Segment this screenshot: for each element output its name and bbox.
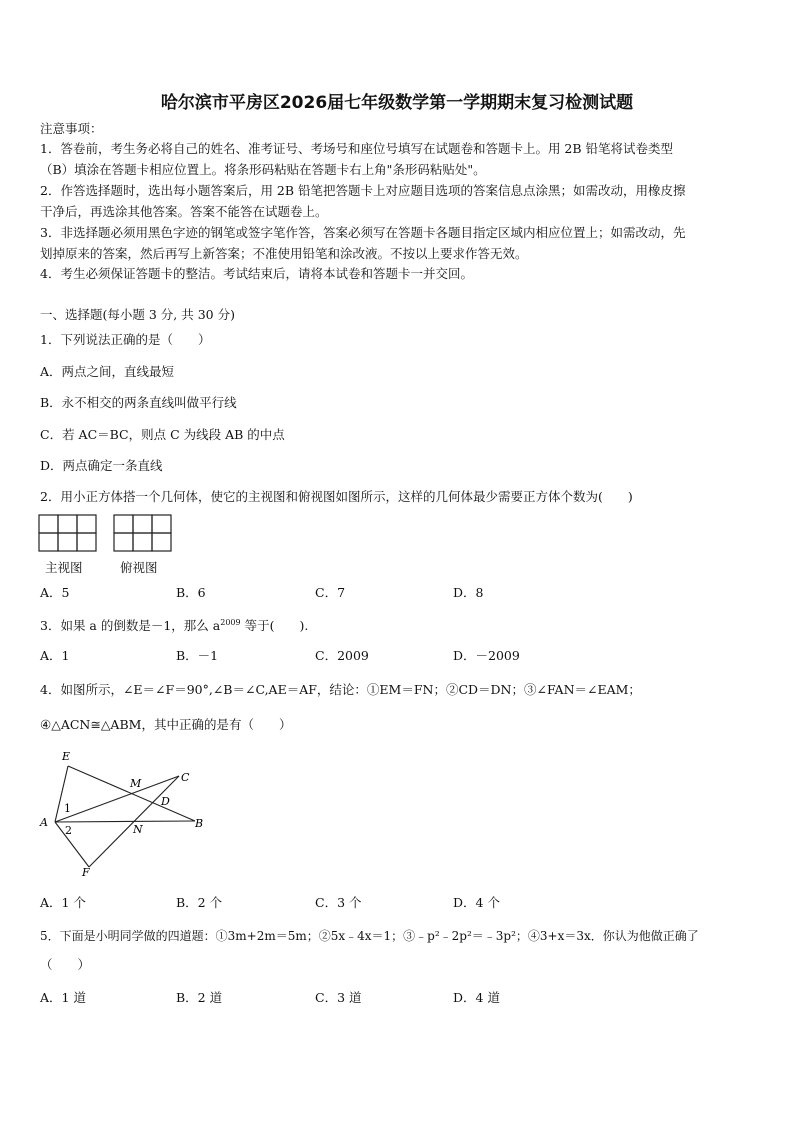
q1-stem: 1．下列说法正确的是（ ） xyxy=(40,332,211,347)
label-N: N xyxy=(133,823,143,836)
q4-stem-line1: 4．如图所示，∠E＝∠F＝90°,∠B＝∠C,AE＝AF，结论：①EM＝FN；②CD＝DN；③∠FAN＝∠EAM； xyxy=(40,682,641,697)
q4-option-c: C．3 个 xyxy=(315,895,362,910)
q4-stem-line2: ④△ACN≅△ABM，其中正确的是有（ ） xyxy=(40,717,292,732)
q5-option-c: C．3 道 xyxy=(315,990,362,1005)
angle-2-label: 2 xyxy=(65,824,72,837)
notice-line: 划掉原来的答案，然后再写上新答案；不准使用铅笔和涂改液。不按以上要求作答无效。 xyxy=(40,246,528,261)
q5-stem-line1: 5．下面是小明同学做的四道题：①3m+2m＝5m；②5x﹣4x＝1；③﹣p²﹣2p²＝﹣3p²；④3+x＝3x．你认为他做正确了 xyxy=(40,929,699,943)
q4-option-d: D．4 个 xyxy=(453,895,500,910)
q3-option-a: A．1 xyxy=(40,648,70,663)
top-view-caption: 俯视图 xyxy=(120,560,158,575)
label-B: B xyxy=(195,817,204,830)
label-M: M xyxy=(130,777,142,790)
q2-option-d: D．8 xyxy=(453,585,484,600)
top-view-figure xyxy=(113,514,173,554)
notice-heading: 注意事项： xyxy=(40,121,103,136)
q2-stem: 2．用小正方体搭一个几何体，使它的主视图和俯视图如图所示，这样的几何体最少需要正方体个数为( ) xyxy=(40,489,633,504)
notice-line: 干净后，再选涂其他答案。答案不能答在试题卷上。 xyxy=(40,204,328,219)
notice-line: 2．作答选择题时，选出每小题答案后，用 2B 铅笔把答题卡上对应题目选项的答案信息点涂黑；如需改动，用橡皮擦 xyxy=(40,183,686,198)
q5-option-a: A．1 道 xyxy=(40,990,86,1005)
angle-1-label: 1 xyxy=(64,802,71,815)
q5-option-b: B．2 道 xyxy=(176,990,223,1005)
q1-option-d: D．两点确定一条直线 xyxy=(40,458,163,473)
notice-line: 1．答卷前，考生务必将自己的姓名、准考证号、考场号和座位号填写在试题卷和答题卡上。用 2B 铅笔将试卷类型 xyxy=(40,141,674,156)
q2-option-a: A．5 xyxy=(40,585,70,600)
label-F: F xyxy=(82,866,90,879)
q1-option-a: A．两点之间，直线最短 xyxy=(40,364,175,379)
q4-option-b: B．2 个 xyxy=(176,895,223,910)
label-E: E xyxy=(62,750,71,763)
q3-option-c: C．2009 xyxy=(315,648,369,663)
q3-option-d: D．－2009 xyxy=(453,648,520,663)
geometry-figure xyxy=(35,745,215,880)
front-view-caption: 主视图 xyxy=(45,560,83,575)
label-D: D xyxy=(161,795,170,808)
q2-option-c: C．7 xyxy=(315,585,346,600)
q1-option-b: B．永不相交的两条直线叫做平行线 xyxy=(40,395,237,410)
front-view-figure xyxy=(38,514,98,554)
section-heading: 一、选择题(每小题 3 分, 共 30 分) xyxy=(40,307,235,322)
q5-stem-line2: （ ） xyxy=(40,957,91,972)
q3-stem: 3．如果 a 的倒数是－1，那么 $a^{2009}$ 等于( ). xyxy=(40,618,309,634)
q4-option-a: A．1 个 xyxy=(40,895,86,910)
page-title: 哈尔滨市平房区2026届七年级数学第一学期期末复习检测试题 xyxy=(160,93,634,113)
q2-option-b: B．6 xyxy=(176,585,206,600)
notice-line: 4．考生必须保证答题卡的整洁。考试结束后，请将本试卷和答题卡一并交回。 xyxy=(40,266,473,281)
notice-line: 3．非选择题必须用黑色字迹的钢笔或签字笔作答，答案必须写在答题卡各题目指定区域内相应位置上；如需改动，先 xyxy=(40,225,686,240)
q5-option-d: D．4 道 xyxy=(453,990,500,1005)
notice-line: （B）填涂在答题卡相应位置上。将条形码粘贴在答题卡右上角"条形码粘贴处"。 xyxy=(40,162,486,177)
q3-option-b: B．－1 xyxy=(176,648,219,663)
label-A: A xyxy=(40,816,48,829)
label-C: C xyxy=(181,771,190,784)
q1-option-c: C．若 AC＝BC，则点 C 为线段 AB 的中点 xyxy=(40,427,285,442)
